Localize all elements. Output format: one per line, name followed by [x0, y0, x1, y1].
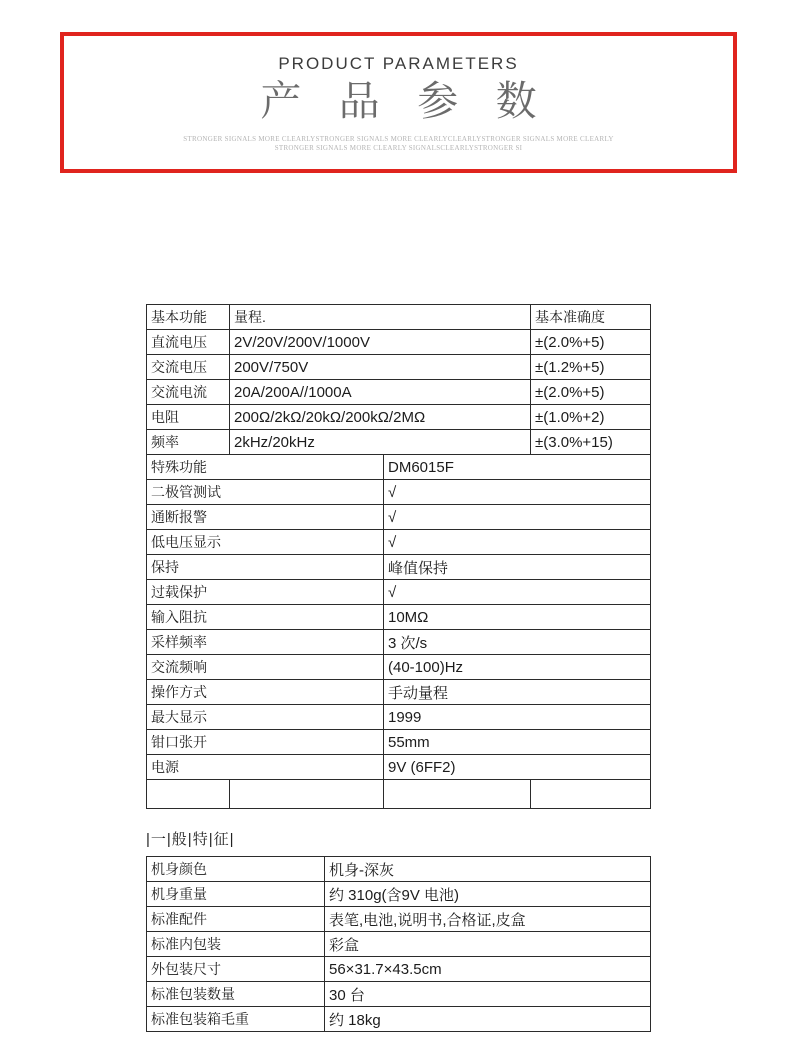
table-row	[147, 555, 651, 580]
feature-label: 标准包装数量	[147, 982, 325, 1007]
table-row	[147, 932, 651, 957]
feature-label: 外包装尺寸	[147, 957, 325, 982]
spec-value: 10MΩ	[384, 605, 651, 630]
empty-cell	[531, 780, 651, 809]
feature-value: 30 台	[325, 982, 651, 1007]
spec-value: 峰值保持	[384, 555, 651, 580]
table-row	[147, 380, 651, 405]
spec-label: 钳口张开	[147, 730, 384, 755]
banner-tagline-line1: STRONGER SIGNALS MORE CLEARLYSTRONGER SIGNALS MORE CLEARLYCLEARLYSTRONGER SIGNALS MORE CLEARLY	[183, 135, 614, 143]
spec-value: DM6015F	[384, 455, 651, 480]
banner-title-cn: 产 品 参 数	[260, 78, 550, 124]
spec-label: 通断报警	[147, 505, 384, 530]
spec-range: 20A/200A//1000A	[230, 380, 531, 405]
spec-table-main	[146, 304, 651, 809]
spec-label: 保持	[147, 555, 384, 580]
banner-title-en: PRODUCT PARAMETERS	[278, 54, 519, 73]
table-row	[147, 982, 651, 1007]
table-row	[147, 857, 651, 882]
spec-label: 输入阻抗	[147, 605, 384, 630]
feature-value: 56×31.7×43.5cm	[325, 957, 651, 982]
table-row	[147, 355, 651, 380]
spec-range: 200Ω/2kΩ/20kΩ/200kΩ/2MΩ	[230, 405, 531, 430]
table-row	[147, 755, 651, 780]
spec-label: 二极管测试	[147, 480, 384, 505]
table-row	[147, 580, 651, 605]
spec-value: √	[384, 530, 651, 555]
spec-accuracy: ±(1.2%+5)	[531, 355, 651, 380]
spec-label: 交流电压	[147, 355, 230, 380]
spec-value: (40-100)Hz	[384, 655, 651, 680]
general-features-heading: |一|般|特|征|	[146, 831, 235, 848]
spec-value: √	[384, 480, 651, 505]
table-row	[147, 430, 651, 455]
spec-value: 9V (6FF2)	[384, 755, 651, 780]
banner-tagline	[64, 135, 733, 153]
feature-value: 彩盒	[325, 932, 651, 957]
table-row	[147, 630, 651, 655]
table-row	[147, 1007, 651, 1032]
feature-value: 机身-深灰	[325, 857, 651, 882]
spec-value: 手动量程	[384, 680, 651, 705]
table-row	[147, 330, 651, 355]
banner-tagline-line2: STRONGER SIGNALS MORE CLEARLY SIGNALSCLEARLYSTRONGER SI	[274, 144, 523, 152]
spec-accuracy: ±(1.0%+2)	[531, 405, 651, 430]
spec-value: √	[384, 505, 651, 530]
spec-value: 55mm	[384, 730, 651, 755]
spec-label: 特殊功能	[147, 455, 384, 480]
spec-label: 操作方式	[147, 680, 384, 705]
table-row	[147, 455, 651, 480]
spec-accuracy: ±(3.0%+15)	[531, 430, 651, 455]
spec-label: 过载保护	[147, 580, 384, 605]
empty-cell	[230, 780, 384, 809]
feature-value: 约 18kg	[325, 1007, 651, 1032]
table-row	[147, 882, 651, 907]
table-row	[147, 605, 651, 630]
spec-value: 3 次/s	[384, 630, 651, 655]
header-range: 量程.	[230, 305, 531, 330]
spec-accuracy: ±(2.0%+5)	[531, 330, 651, 355]
spec-range: 2V/20V/200V/1000V	[230, 330, 531, 355]
spec-label: 交流电流	[147, 380, 230, 405]
general-features-table	[146, 856, 651, 1032]
header-basic-function: 基本功能	[147, 305, 230, 330]
table-row	[147, 405, 651, 430]
spec-range: 2kHz/20kHz	[230, 430, 531, 455]
spec-label: 直流电压	[147, 330, 230, 355]
spec-label: 交流频响	[147, 655, 384, 680]
table-empty-row	[147, 780, 651, 809]
spec-label: 电阻	[147, 405, 230, 430]
table-header-row	[147, 305, 651, 330]
spec-label: 低电压显示	[147, 530, 384, 555]
feature-label: 标准内包装	[147, 932, 325, 957]
table-row	[147, 730, 651, 755]
feature-label: 机身重量	[147, 882, 325, 907]
feature-value: 表笔,电池,说明书,合格证,皮盒	[325, 907, 651, 932]
table-row	[147, 505, 651, 530]
spec-value: 1999	[384, 705, 651, 730]
empty-cell	[147, 780, 230, 809]
spec-label: 采样频率	[147, 630, 384, 655]
table-row	[147, 907, 651, 932]
feature-value: 约 310g(含9V 电池)	[325, 882, 651, 907]
feature-label: 标准包装箱毛重	[147, 1007, 325, 1032]
table-row	[147, 705, 651, 730]
table-row	[147, 680, 651, 705]
spec-range: 200V/750V	[230, 355, 531, 380]
table-row	[147, 480, 651, 505]
table-row	[147, 957, 651, 982]
header-accuracy: 基本准确度	[531, 305, 651, 330]
feature-label: 机身颜色	[147, 857, 325, 882]
table-row	[147, 655, 651, 680]
spec-value: √	[384, 580, 651, 605]
table-row	[147, 530, 651, 555]
empty-cell	[384, 780, 531, 809]
spec-label: 频率	[147, 430, 230, 455]
spec-accuracy: ±(2.0%+5)	[531, 380, 651, 405]
spec-label: 电源	[147, 755, 384, 780]
product-parameters-banner	[60, 32, 737, 173]
spec-label: 最大显示	[147, 705, 384, 730]
feature-label: 标准配件	[147, 907, 325, 932]
